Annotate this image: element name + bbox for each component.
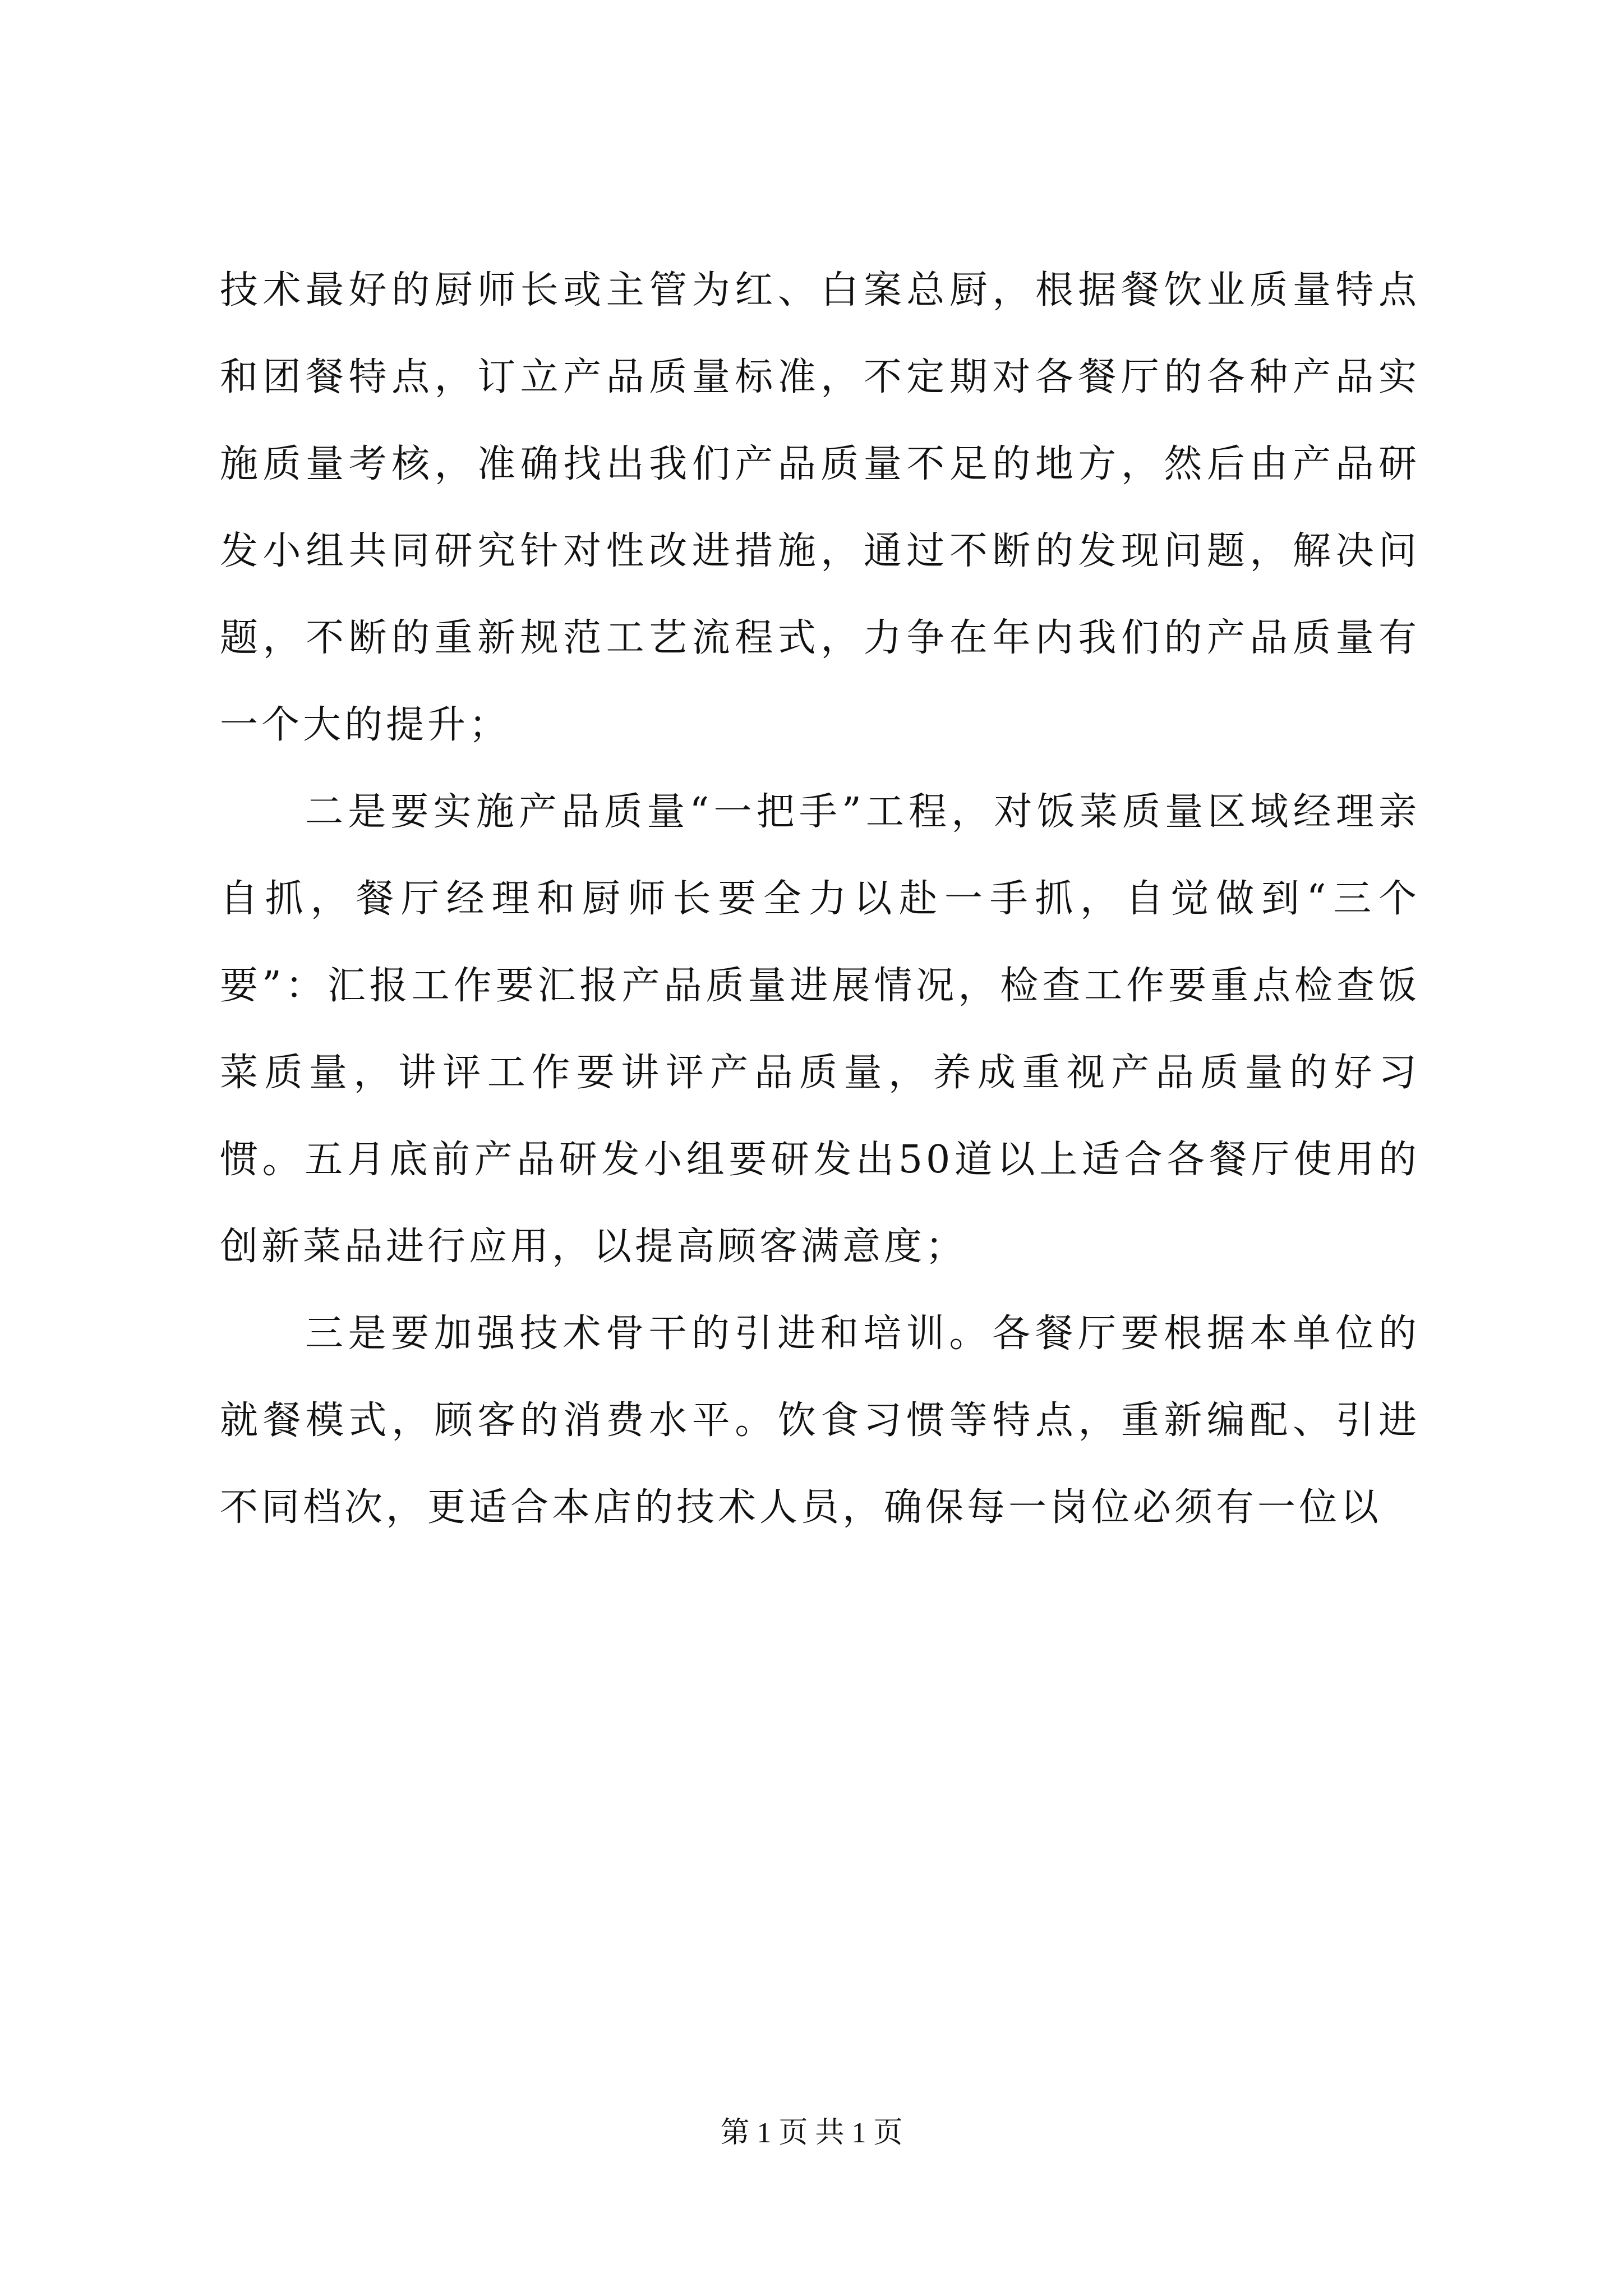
paragraph-2: 二是要实施产品质量“一把手”工程，对饭菜质量区域经理亲自抓，餐厅经理和厨师长要全力以赴一手抓，自觉做到“三个要”：汇报工作要汇报产品质量进展情况，检查工作要重点检查饭菜质量，讲评工作要讲评产品质量，养成重视产品质量的好习惯。五月底前产品研发小组要研发出50道以上适合各餐厅使用的创新菜品进行应用，以提高顾客满意度； bbox=[220, 790, 1420, 1269]
paragraph-1: 技术最好的厨师长或主管为红、白案总厨，根据餐饮业质量特点和团餐特点，订立产品质量标准，不定期对各餐厅的各种产品实施质量考核，准确找出我们产品质量不足的地方，然后由产品研发小组共同研究针对性改进措施，通过不断的发现问题，解决问题，不断的重新规范工艺流程式，力争在年内我们的产品质量有一个大的提升； bbox=[220, 268, 1420, 747]
page-footer: 第 1 页 共 1 页 bbox=[720, 2117, 903, 2149]
document-body bbox=[220, 247, 1420, 1551]
paragraph-3: 三是要加强技术骨干的引进和培训。各餐厅要根据本单位的就餐模式，顾客的消费水平。饮食习惯等特点，重新编配、引进不同档次，更适合本店的技术人员，确保每一岗位必须有一位以 bbox=[220, 1312, 1420, 1530]
